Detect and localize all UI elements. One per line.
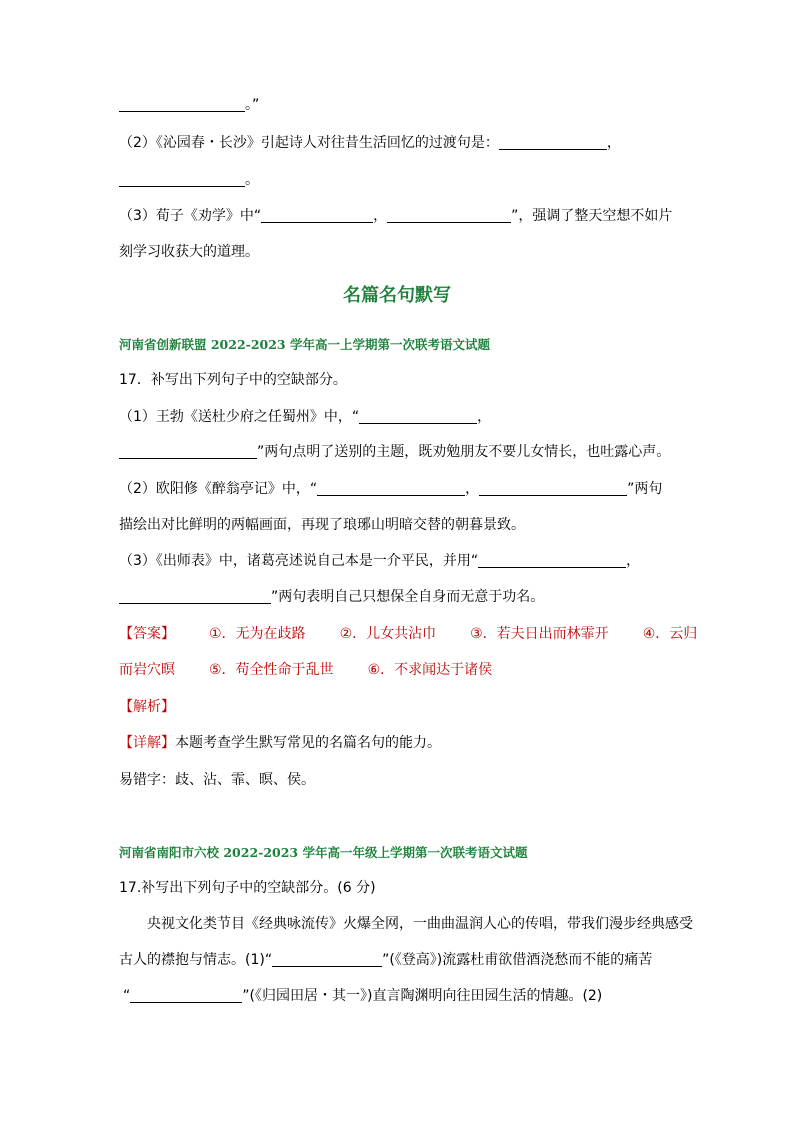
q1-line: （1）王勃《送杜少府之任蜀州》中，“ ，: [119, 409, 492, 425]
answer-item: ③．若夫日出而林霏开: [470, 626, 609, 642]
answer-line-1: [119, 625, 697, 643]
answer-blank[interactable]: [119, 444, 257, 459]
question-stem-1: 17．补写出下列句子中的空缺部分。: [119, 372, 347, 388]
answer-blank[interactable]: [119, 97, 245, 112]
answer-item: ②．儿女共沾巾: [339, 626, 437, 642]
answer-blank[interactable]: [261, 208, 373, 223]
question-2-line: （2）《沁园春・长沙》引起诗人对往昔生活回忆的过渡句是： ，: [119, 135, 621, 151]
analysis-label: 【解析】: [119, 699, 175, 715]
answer-blank[interactable]: [317, 481, 465, 496]
error-chars-line: 易错字：歧、沾、霏、暝、侯。: [119, 772, 315, 788]
passage-line-2: 古人的襟抱与情志。(1)“ ”(《登高》)流露杜甫欲借酒浇愁而不能的痛苦: [119, 952, 653, 968]
fill-line-1: 。”: [119, 96, 259, 114]
q2-line: （2）欧阳修《醉翁亭记》中，“ ， ”两句: [119, 481, 663, 497]
section-title: 名篇名句默写: [343, 285, 451, 306]
source-heading-1: 河南省创新联盟 2022-2023 学年高一上学期第一次联考语文试题: [119, 337, 490, 352]
answer-blank[interactable]: [359, 409, 477, 424]
answer-blank[interactable]: [272, 952, 382, 967]
answer-item: ④．云归: [642, 626, 698, 642]
q3-line: （3）《出师表》中，诸葛亮述说自己本是一介平民，并用“ ，: [119, 553, 641, 569]
answer-item: ⑥．不求闻达于诸侯: [367, 662, 493, 678]
question-stem-2: 17.补写出下列句子中的空缺部分。(6 分): [119, 880, 376, 896]
q1-line-2: ”两句点明了送别的主题，既劝勉朋友不要儿女情长，也吐露心声。: [119, 443, 670, 461]
detail-line: 【详解】本题考查学生默写常见的名篇名句的能力。: [119, 735, 441, 751]
passage-line-1: 央视文化类节目《经典咏流传》火爆全网，一曲曲温润人心的传唱，带我们漫步经典感受: [147, 916, 693, 932]
question-3-continuation: 刻学习收获大的道理。: [119, 244, 259, 260]
fill-line-3: 。: [119, 171, 259, 189]
answer-blank[interactable]: [130, 988, 242, 1003]
answer-item: ⑤．苟全性命于乱世: [209, 662, 334, 678]
answer-blank[interactable]: [119, 172, 245, 187]
passage-line-3: “ ”(《归园田居・其一》)直言陶渊明向往田园生活的情趣。(2): [123, 988, 603, 1004]
detail-label: 【详解】: [119, 735, 175, 751]
answer-blank[interactable]: [479, 481, 627, 496]
answer-blank[interactable]: [478, 553, 626, 568]
q2-line-2: 描绘出对比鲜明的两幅画面，再现了琅琊山明暗交替的朝暮景致。: [119, 517, 525, 533]
answer-blank[interactable]: [119, 589, 271, 604]
q3-line-2: ”两句表明自己只想保全自身而无意于功名。: [119, 588, 544, 606]
answer-blank[interactable]: [387, 208, 511, 223]
source-heading-2: 河南省南阳市六校 2022-2023 学年高一年级上学期第一次联考语文试题: [119, 845, 528, 860]
answer-label: 【答案】: [119, 626, 175, 642]
question-3-line: （3）荀子《劝学》中“ ， ”，强调了整天空想不如片: [119, 208, 673, 224]
answer-blank[interactable]: [499, 135, 607, 150]
answer-item-continuation: 而岩穴暝: [119, 662, 175, 678]
answer-item: ①．无为在歧路: [209, 626, 306, 642]
answer-line-2: [119, 661, 492, 679]
